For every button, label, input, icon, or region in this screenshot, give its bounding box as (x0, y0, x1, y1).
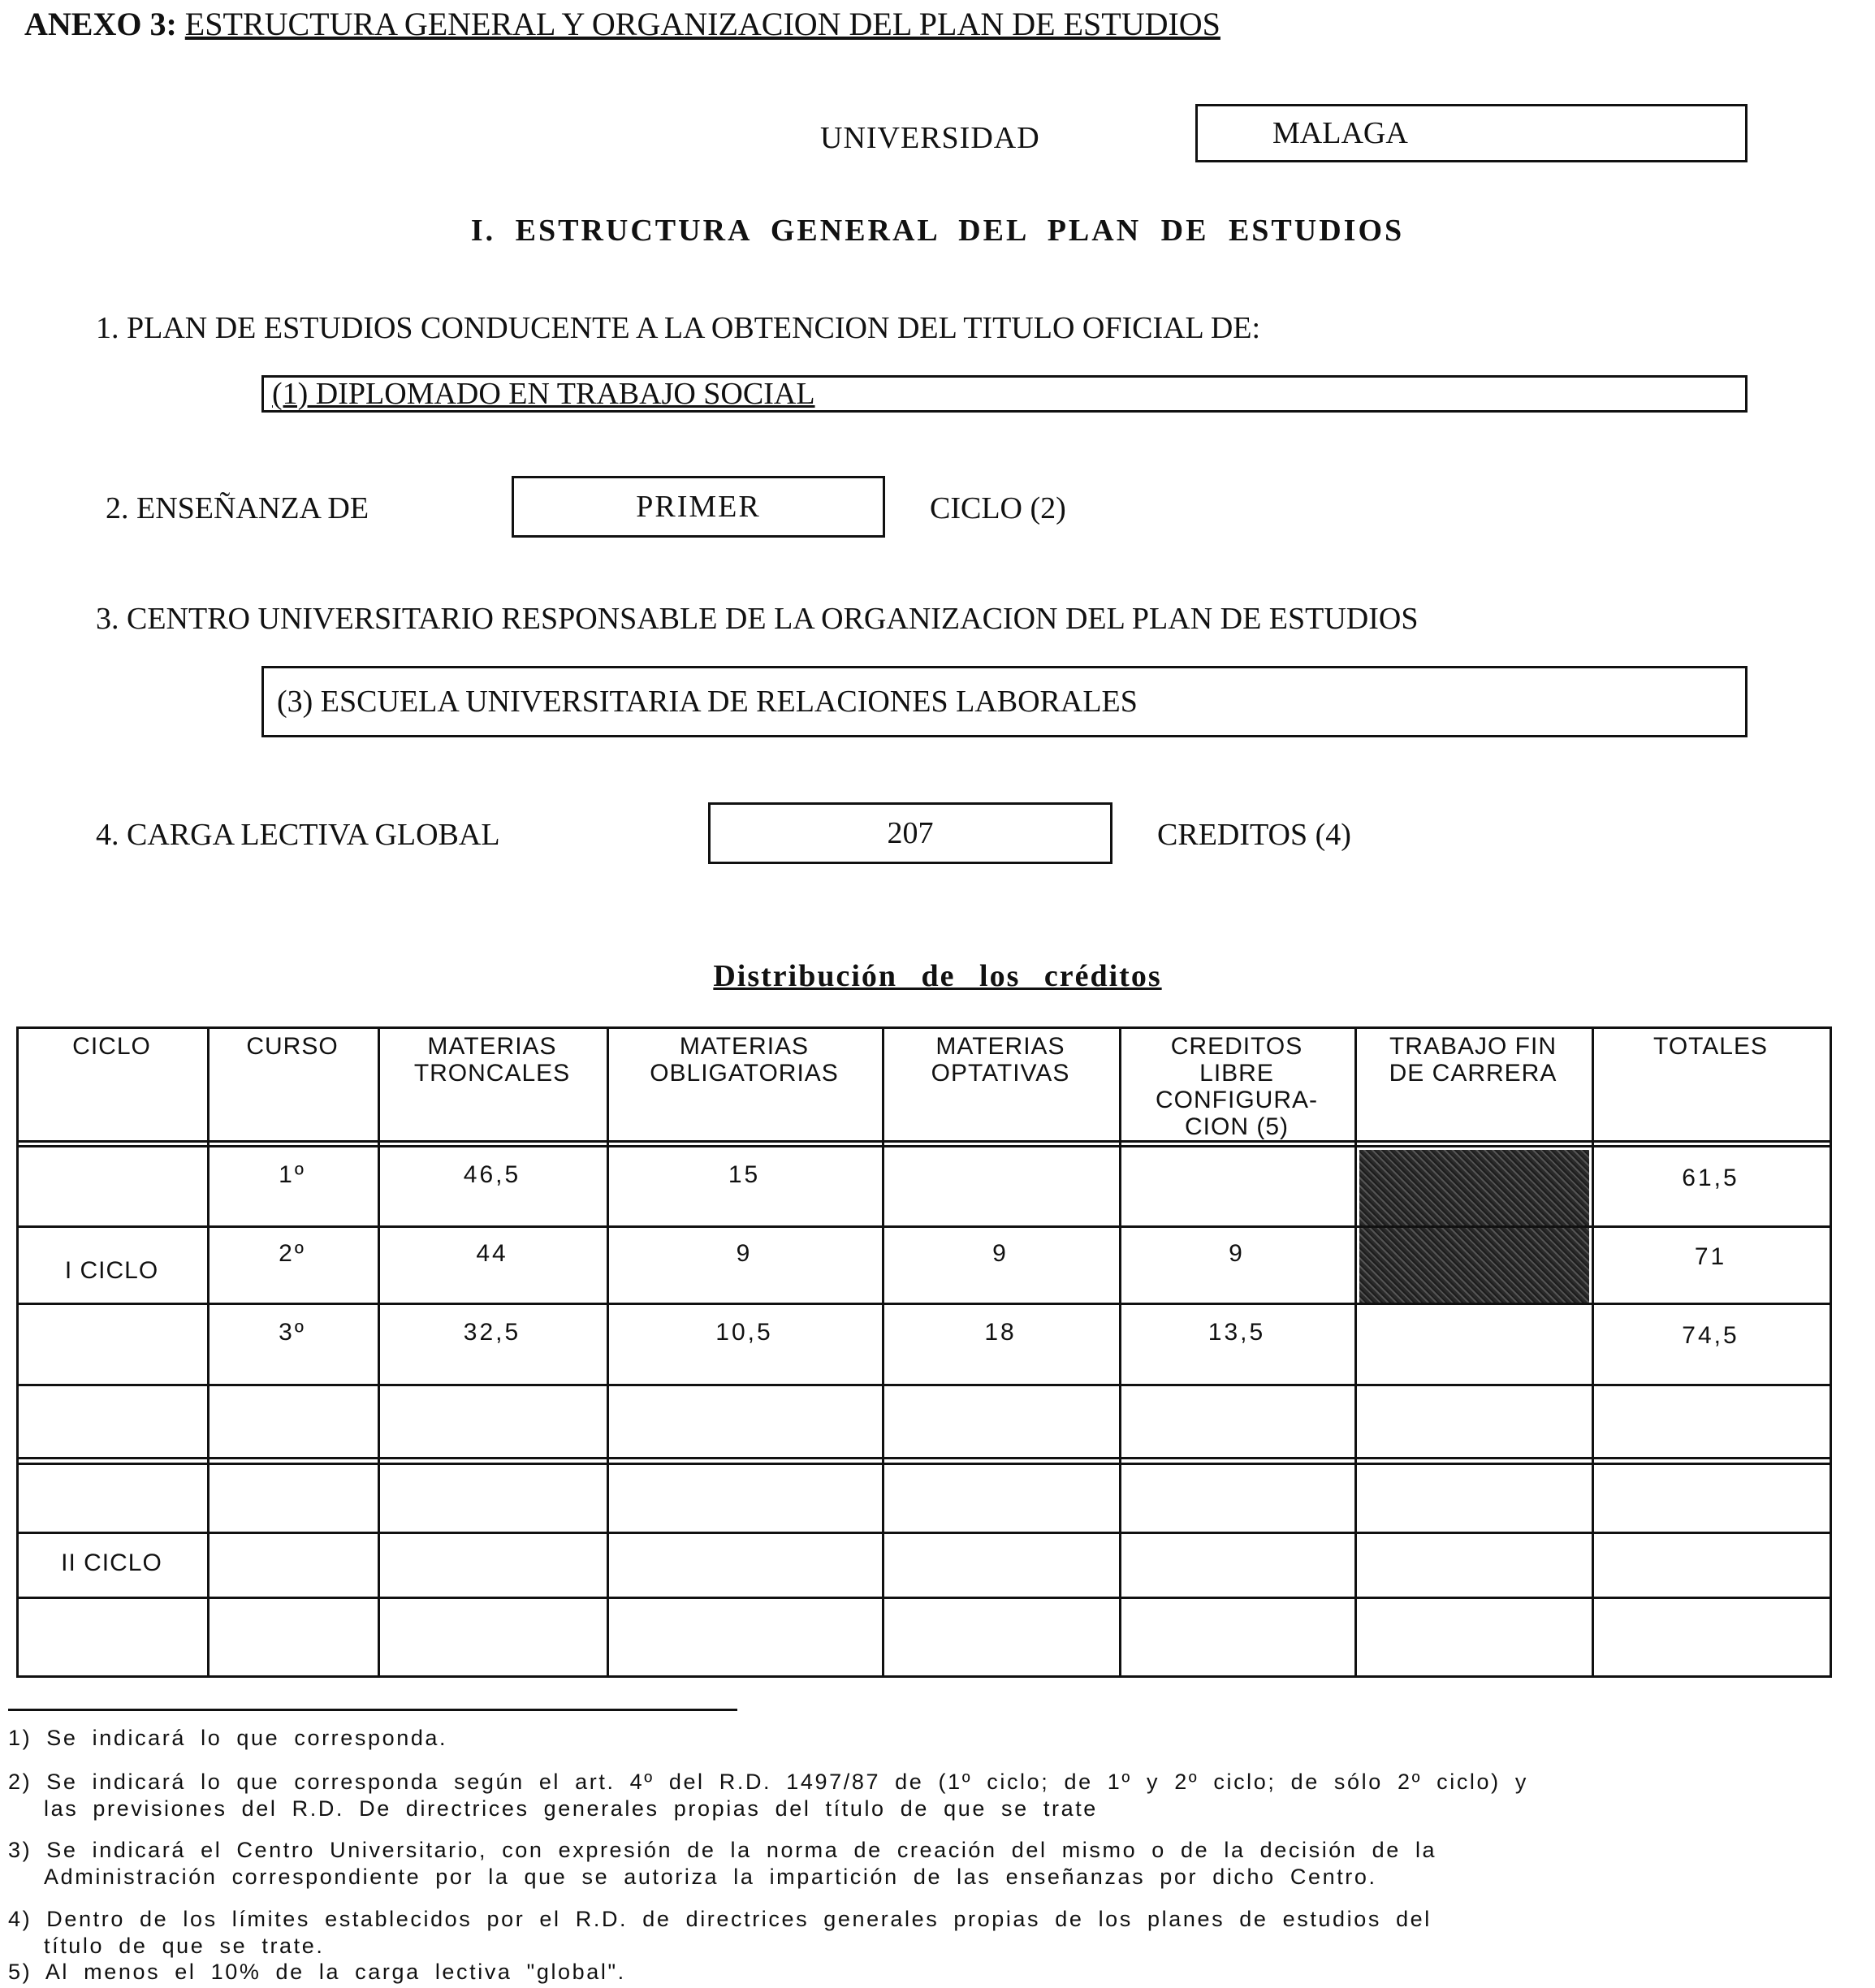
item4-label: 4. CARGA LECTIVA GLOBAL (96, 818, 500, 852)
table-cell-totales: 74,5 (1682, 1322, 1739, 1349)
item1-label: 1. PLAN DE ESTUDIOS CONDUCENTE A LA OBTENCION DEL TITULO OFICIAL DE: (96, 311, 1261, 345)
footnote-4: 4) Dentro de los límites establecidos por el R.D. de directrices generales propias de los planes de estudios del (8, 1907, 1432, 1931)
table-cell-troncales: 44 (476, 1239, 508, 1267)
table-hline (16, 1463, 1832, 1465)
ciclo2-label: II CICLO (61, 1549, 162, 1576)
table-header-cell: CURSO (246, 1033, 339, 1060)
footnote-2-continued: las previsiones del R.D. De directrices generales propias del título de que se trate (44, 1796, 1098, 1821)
item3-label: 3. CENTRO UNIVERSITARIO RESPONSABLE DE LA ORGANIZACION DEL PLAN DE ESTUDIOS (96, 602, 1419, 636)
footnote-4-continued: título de que se trate. (44, 1934, 325, 1958)
carga-field (708, 802, 1112, 864)
footnote-3-continued: Administración correspondiente por la que se autoriza la impartición de las enseñanzas por dicho Centro. (44, 1865, 1377, 1889)
table-vline (207, 1026, 210, 1678)
table-cell-libre: 9 (1229, 1239, 1245, 1267)
table-hline (16, 1140, 1832, 1143)
table-cell-totales: 71 (1694, 1242, 1727, 1270)
footnote-3: 3) Se indicará el Centro Universitario, con expresión de la norma de creación del mismo o de la decisión de la (8, 1838, 1437, 1862)
universidad-label: UNIVERSIDAD (820, 121, 1040, 155)
distribution-title (0, 958, 1875, 994)
table-vline (882, 1026, 884, 1678)
carga-value: 207 (887, 816, 934, 850)
table-cell-troncales: 32,5 (463, 1319, 521, 1346)
section-title: I. ESTRUCTURA GENERAL DEL PLAN DE ESTUDIOS (470, 214, 1405, 248)
table-hline (16, 1384, 1832, 1386)
centro-field (261, 666, 1748, 737)
ciclo-field (512, 476, 885, 538)
centro-value: (3) ESCUELA UNIVERSITARIA DE RELACIONES LABORALES (277, 685, 1138, 719)
table-cell-optativas: 9 (992, 1239, 1009, 1267)
credits-table (16, 1026, 1832, 1678)
table-hline (16, 1675, 1832, 1678)
table-cell-optativas: 18 (984, 1319, 1017, 1346)
table-cell-troncales: 46,5 (463, 1160, 521, 1188)
titulo-value: (1) DIPLOMADO EN TRABAJO SOCIAL (272, 377, 815, 411)
annex-label: ANEXO 3: (24, 6, 177, 42)
item4-suffix: CREDITOS (4) (1157, 818, 1351, 852)
table-cell-curso: 1º (279, 1160, 306, 1188)
table-header-cell: CREDITOS LIBRE CONFIGURA- CION (5) (1156, 1033, 1318, 1140)
table-header-cell: CICLO (72, 1033, 151, 1060)
titulo-field (261, 375, 1748, 413)
table-cell-curso: 3º (279, 1319, 306, 1346)
table-vline (1830, 1026, 1832, 1678)
table-cell-libre: 13,5 (1208, 1319, 1266, 1346)
table-hline (16, 1145, 1832, 1147)
table-header-cell: MATERIAS OPTATIVAS (931, 1033, 1070, 1087)
universidad-value: MALAGA (1272, 116, 1408, 150)
item2-label: 2. ENSEÑANZA DE (106, 491, 369, 525)
table-cell-obligatorias: 10,5 (715, 1319, 773, 1346)
ciclo1-label: I CICLO (64, 1257, 159, 1284)
annex-title: ESTRUCTURA GENERAL Y ORGANIZACION DEL PLAN DE ESTUDIOS (184, 6, 1220, 42)
table-cell-totales: 61,5 (1682, 1164, 1739, 1191)
table-cell-curso: 2º (279, 1239, 306, 1267)
table-vline (1354, 1026, 1357, 1678)
table-vline (16, 1026, 19, 1678)
table-hline (16, 1457, 1832, 1459)
table-hline (16, 1225, 1832, 1228)
universidad-field (1195, 104, 1748, 162)
footnote-5: 5) Al menos el 10% de la carga lectiva "global". (8, 1960, 626, 1984)
table-header-cell: TRABAJO FIN DE CARRERA (1389, 1033, 1557, 1087)
item2-suffix: CICLO (2) (930, 491, 1066, 525)
footnote-rule (8, 1709, 737, 1711)
table-hline (16, 1026, 1832, 1029)
document-header (24, 5, 1220, 43)
table-hline (16, 1532, 1832, 1534)
table-cell-obligatorias: 9 (736, 1239, 753, 1267)
table-hline (16, 1303, 1832, 1305)
footnote-2: 2) Se indicará lo que corresponda según el art. 4º del R.D. 1497/87 de (1º ciclo; de 1º y 2º ciclo; de sólo 2º ciclo) y (8, 1770, 1528, 1794)
table-header-cell: MATERIAS TRONCALES (413, 1033, 571, 1087)
table-header-cell: TOTALES (1653, 1033, 1768, 1060)
ciclo-value: PRIMER (636, 490, 761, 524)
table-vline (1592, 1026, 1594, 1678)
table-hline (16, 1597, 1832, 1599)
table-vline (607, 1026, 609, 1678)
table-cell-obligatorias: 15 (728, 1160, 761, 1188)
table-header-cell: MATERIAS OBLIGATORIAS (650, 1033, 839, 1087)
distribution-title-text: Distribución de los créditos (713, 959, 1162, 993)
table-vline (378, 1026, 380, 1678)
footnote-1: 1) Se indicará lo que corresponda. (8, 1726, 448, 1750)
